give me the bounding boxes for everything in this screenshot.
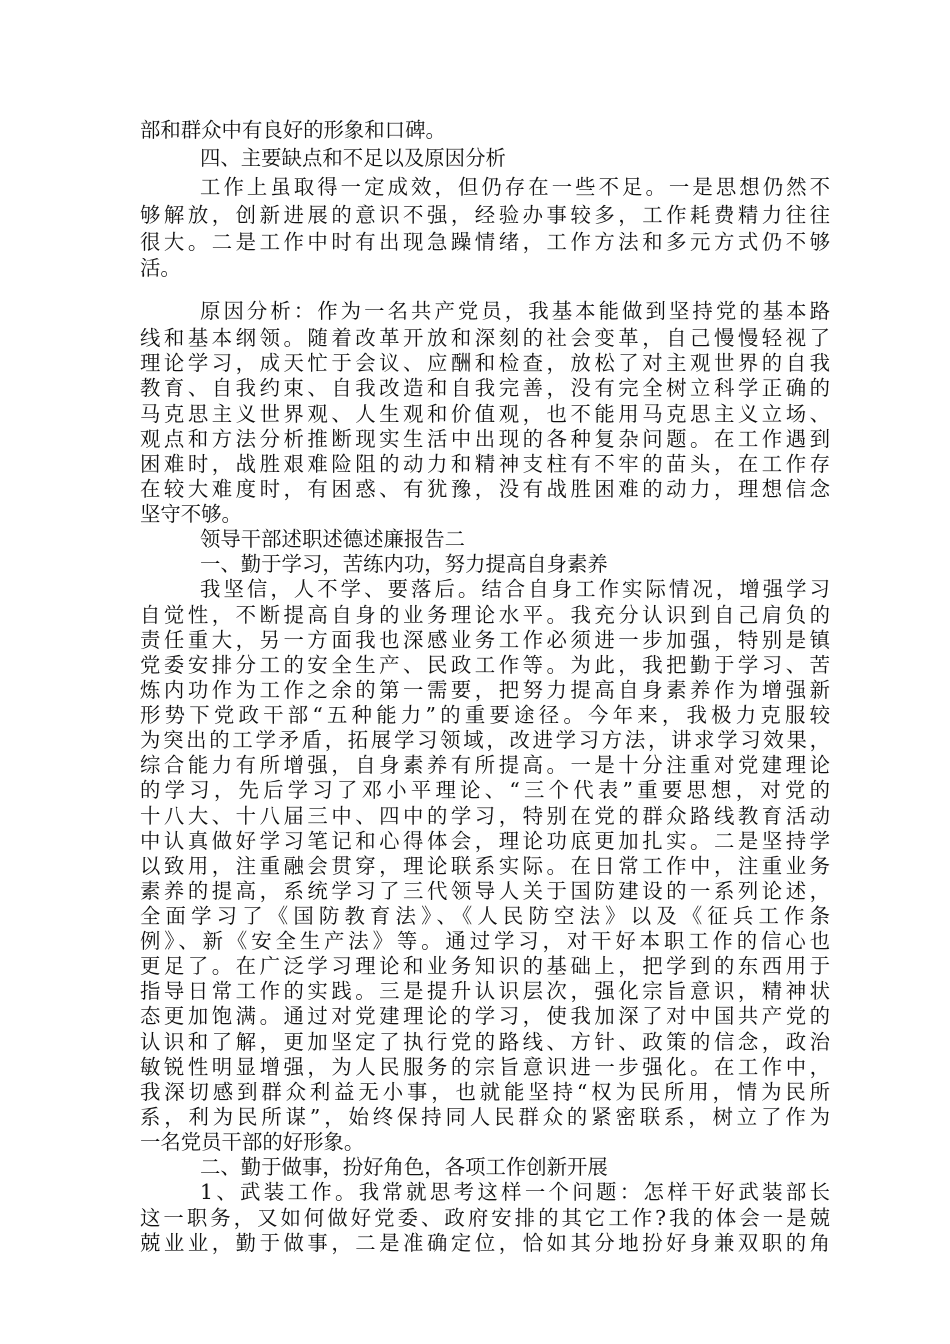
text-line: 线和基本纲领。随着改革开放和深刻的社会变革，自己慢慢轻视了 xyxy=(140,326,830,350)
text-line: 认识和了解，更加坚定了执行党的路线、方针、政策的信念，政治 xyxy=(140,1030,830,1054)
text-line: 中认真做好学习笔记和心得体会，理论功底更加扎实。二是坚持学 xyxy=(140,829,830,853)
text-line: 为突出的工学矛盾，拓展学习领域，改进学习方法，讲求学习效果， xyxy=(140,728,830,752)
report-title: 领导干部述职述德述廉报告二 xyxy=(200,527,466,551)
text-line: 我坚信，人不学、要落后。结合自身工作实际情况，增强学习 xyxy=(200,577,830,601)
text-line: 部和群众中有良好的形象和口碑。 xyxy=(140,118,446,142)
text-line: 党委安排分工的安全生产、民政工作等。为此，我把勤于学习、苦 xyxy=(140,653,830,677)
text-line: 马克思主义世界观、人生观和价值观，也不能用马克思主义立场、 xyxy=(140,402,830,426)
text-line: 敏锐性明显增强，为人民服务的宗旨意识进一步强化。在工作中， xyxy=(140,1055,830,1079)
text-line: 十八大、十八届三中、四中的学习，特别在党的群众路线教育活动 xyxy=(140,804,830,828)
text-line: 原因分析：作为一名共产党员，我基本能做到坚持党的基本路 xyxy=(200,299,830,323)
text-line: 1、武装工作。我常就思考这样一个问题：怎样干好武装部长 xyxy=(200,1180,830,1204)
text-line: 更足了。在广泛学习理论和业务知识的基础上，把学到的东西用于 xyxy=(140,954,830,978)
text-line: 我深切感到群众利益无小事，也就能坚持“权为民所用，情为民所 xyxy=(140,1080,830,1104)
text-line: 工作上虽取得一定成效，但仍存在一些不足。一是思想仍然不 xyxy=(200,175,830,199)
text-line: 困难时，战胜艰难险阻的动力和精神支柱有不牢的苗头，在工作存 xyxy=(140,452,830,476)
text-line: 活。 xyxy=(140,256,181,280)
text-line: 形势下党政干部“五种能力”的重要途径。今年来，我极力克服较 xyxy=(140,703,830,727)
text-line: 够解放，创新进展的意识不强，经验办事较多，工作耗费精力往往 xyxy=(140,203,830,227)
text-line: 很大。二是工作中时有出现急躁情绪，工作方法和多元方式仍不够 xyxy=(140,230,830,254)
text-line: 在较大难度时，有困惑、有犹豫，没有战胜困难的动力，理想信念 xyxy=(140,477,830,501)
text-line: 这一职务，又如何做好党委、政府安排的其它工作?我的体会一是兢 xyxy=(140,1206,830,1230)
text-line: 例》、新《安全生产法》等。通过学习，对干好本职工作的信心也 xyxy=(140,929,830,953)
text-line: 态更加饱满。通过对党建理论的学习，使我加深了对中国共产党的 xyxy=(140,1004,830,1028)
text-line: 兢业业，勤于做事，二是准确定位，恰如其分地扮好身兼双职的角 xyxy=(140,1231,830,1255)
section-heading: 二、勤于做事，扮好角色，各项工作创新开展 xyxy=(200,1155,608,1179)
text-line: 自觉性，不断提高自身的业务理论水平。我充分认识到自己肩负的 xyxy=(140,603,830,627)
text-line: 坚守不够。 xyxy=(140,502,242,526)
text-line: 一名党员干部的好形象。 xyxy=(140,1130,365,1154)
text-line: 教育、自我约束、自我改造和自我完善，没有完全树立科学正确的 xyxy=(140,376,830,400)
section-heading: 一、勤于学习，苦练内功，努力提高自身素养 xyxy=(200,552,608,576)
text-line: 综合能力有所增强，自身素养有所提高。一是十分注重对党建理论 xyxy=(140,753,830,777)
text-line: 炼内功作为工作之余的第一需要，把努力提高自身素养作为增强新 xyxy=(140,678,830,702)
text-line: 全面学习了《国防教育法》、《人民防空法》以及《征兵工作条 xyxy=(140,904,830,928)
section-heading: 四、主要缺点和不足以及原因分析 xyxy=(200,146,506,170)
text-line: 指导日常工作的实践。三是提升认识层次，强化宗旨意识，精神状 xyxy=(140,979,830,1003)
text-line: 理论学习，成天忙于会议、应酬和检查，放松了对主观世界的自我 xyxy=(140,351,830,375)
text-line: 责任重大，另一方面我也深感业务工作必须进一步加强，特别是镇 xyxy=(140,628,830,652)
text-line: 系，利为民所谋”，始终保持同人民群众的紧密联系，树立了作为 xyxy=(140,1105,830,1129)
text-line: 的学习，先后学习了邓小平理论、“三个代表”重要思想，对党的 xyxy=(140,778,830,802)
text-line: 观点和方法分析推断现实生活中出现的各种复杂问题。在工作遇到 xyxy=(140,427,830,451)
text-line: 素养的提高，系统学习了三代领导人关于国防建设的一系列论述， xyxy=(140,879,830,903)
text-line: 以致用，注重融会贯穿，理论联系实际。在日常工作中，注重业务 xyxy=(140,854,830,878)
